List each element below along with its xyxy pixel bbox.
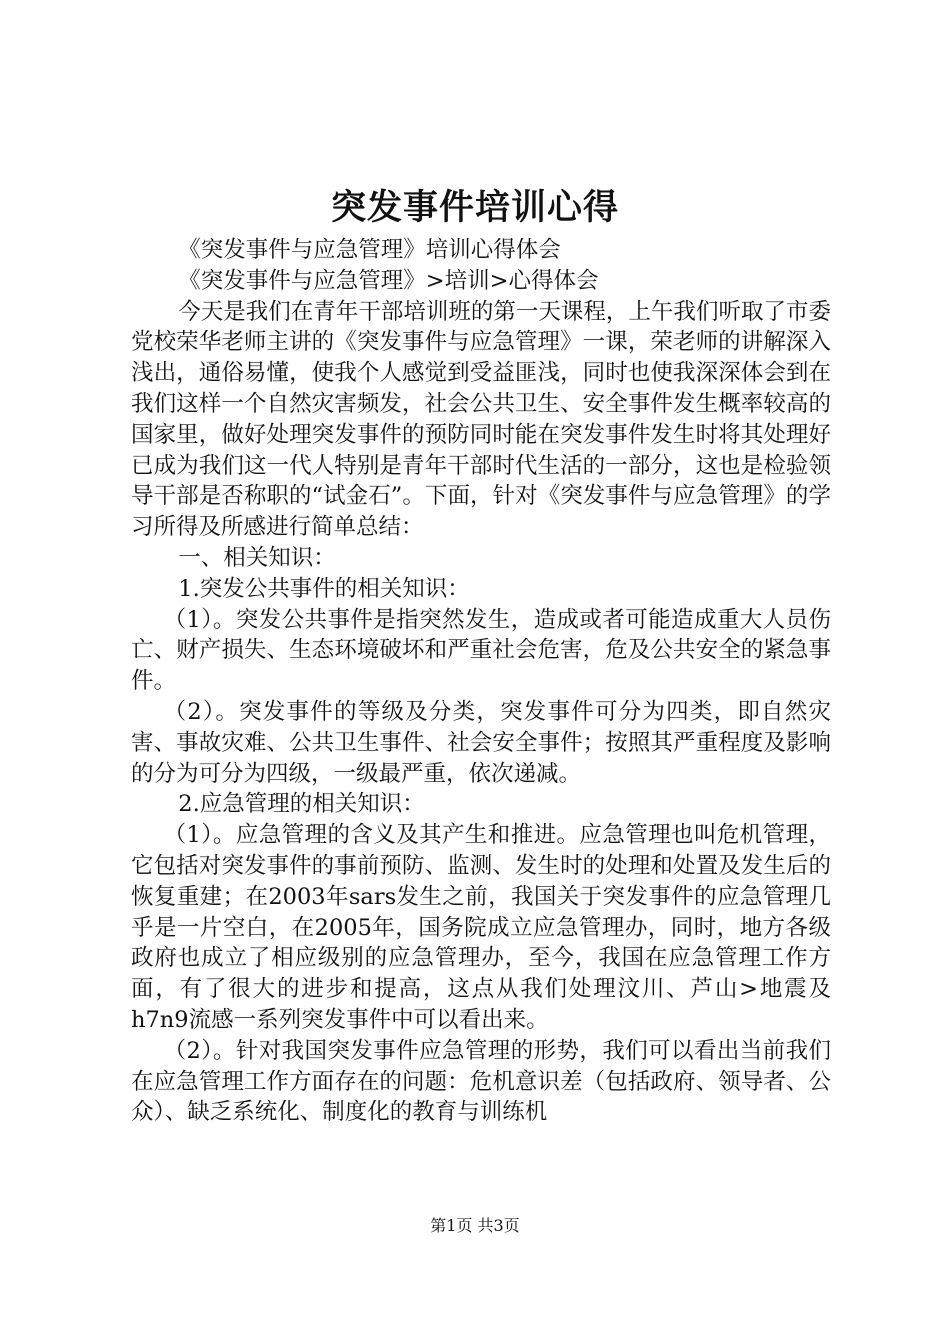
document-body (131, 235, 831, 1128)
page-footer: 第1页 共3页 (430, 1216, 520, 1235)
paragraph-definition: （1）。突发公共事件是指突然发生，造成或者可能造成重大人员伤亡、财产损失、生态环境破坏和严重社会危害，危及公共安全的紧急事件。 (131, 606, 831, 695)
document-title: 突发事件培训心得 (330, 187, 619, 228)
paragraph-subtitle-2: 《突发事件与应急管理》>培训>心得体会 (178, 267, 599, 294)
paragraph-subtitle-1: 《突发事件与应急管理》培训心得体会 (178, 237, 561, 263)
subsection-heading-emergency-management: 2.应急管理的相关知识： (178, 791, 425, 818)
section-heading-related-knowledge: 一、相关知识： (178, 544, 336, 571)
paragraph-classification: （2）。突发事件的等级及分类，突发事件可分为四类，即自然灾害、事故灾难、公共卫生事件、社会安全事件；按照其严重程度及影响的分为可分为四级，一级最严重，依次递减。 (131, 698, 831, 787)
paragraph-management-history: （1）。应急管理的含义及其产生和推进。应急管理也叫危机管理，它包括对突发事件的事前预防、监测、发生时的处理和处置及发生后的恢复重建；在2003年sars发生之前，我国关于突发事件的应急管理几乎是一片空白，在2005年，国务院成立应急管理办，同时，地方各级政府也成立了相应级别的应急管理办，至今，我国在应急管理工作方面，有了很大的进步和提高，这点从我们处理汶川、芦山>地震及h7n9流感一系列突发事件中可以看出来。 (131, 822, 831, 1033)
paragraph-current-problems: （2）。针对我国突发事件应急管理的形势，我们可以看出当前我们在应急管理工作方面存在的问题：危机意识差（包括政府、领导者、公众）、缺乏系统化、制度化的教育与训练机 (131, 1037, 831, 1126)
paragraph-intro: 今天是我们在青年干部培训班的第一天课程，上午我们听取了市委党校荣华老师主讲的《突发事件与应急管理》一课，荣老师的讲解深入浅出，通俗易懂，使我个人感觉到受益匪浅，同时也使我深深体会到在我们这样一个自然灾害频发，社会公共卫生、安全事件发生概率较高的国家里，做好处理突发事件的预防同时能在突发事件发生时将其处理好已成为我们这一代人特别是青年干部时代生活的一部分，这也是检验领导干部是否称职的“试金石”。下面，针对《突发事件与应急管理》的学习所得及所感进行简单总结： (131, 298, 831, 541)
subsection-heading-public-events: 1.突发公共事件的相关知识： (178, 575, 470, 602)
